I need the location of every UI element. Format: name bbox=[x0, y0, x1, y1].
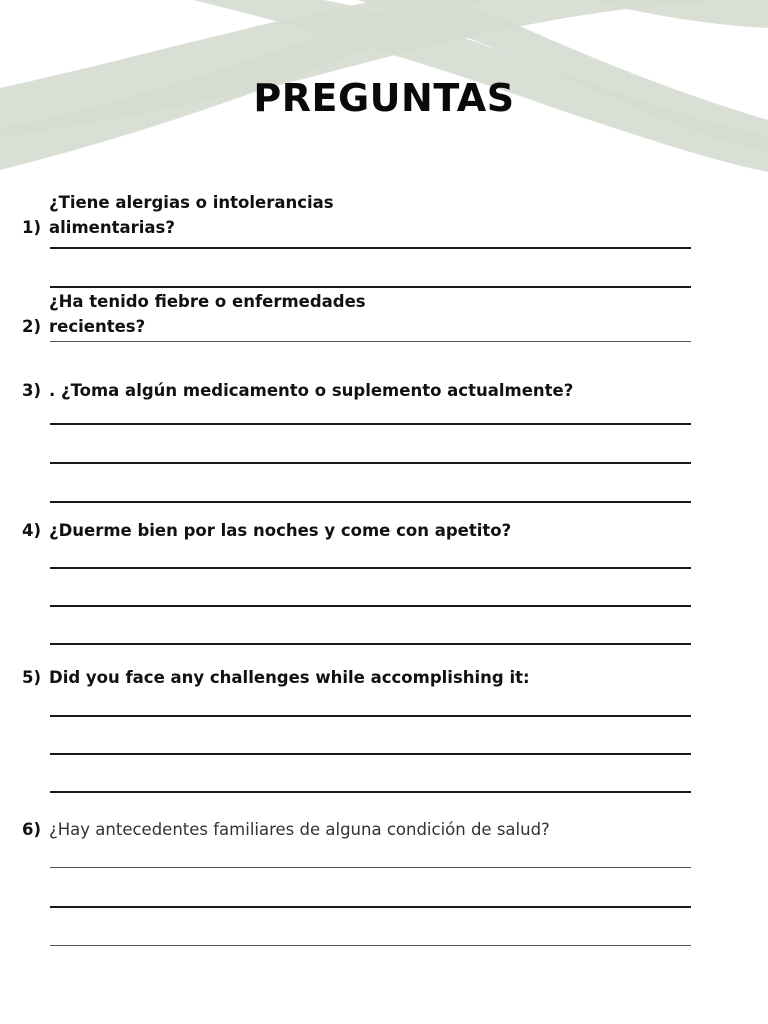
answer-line-3-2[interactable] bbox=[50, 462, 691, 464]
question-5-text: Did you face any challenges while accomplishing it: bbox=[49, 668, 530, 687]
question-2-number: 2) bbox=[22, 317, 42, 336]
answer-line-3-3[interactable] bbox=[50, 501, 691, 503]
question-4-text: ¿Duerme bien por las noches y come con apetito? bbox=[49, 521, 512, 540]
question-1-number: 1) bbox=[22, 218, 42, 237]
question-1-text-line2: alimentarias? bbox=[49, 218, 175, 237]
question-4-number: 4) bbox=[22, 521, 42, 540]
question-6-number: 6) bbox=[22, 820, 42, 839]
question-3-number: 3) bbox=[22, 381, 42, 400]
answer-line-6-2[interactable] bbox=[50, 906, 691, 908]
answer-line-5-2[interactable] bbox=[50, 753, 691, 755]
answer-line-4-1[interactable] bbox=[50, 567, 691, 569]
answer-line-4-3[interactable] bbox=[50, 643, 691, 645]
question-2-text-line2: recientes? bbox=[49, 317, 146, 336]
answer-line-4-2[interactable] bbox=[50, 605, 691, 607]
answer-line-5-1[interactable] bbox=[50, 715, 691, 717]
question-2-text-line1: ¿Ha tenido fiebre o enfermedades bbox=[49, 292, 366, 311]
page-title: PREGUNTAS bbox=[253, 76, 515, 120]
answer-line-5-3[interactable] bbox=[50, 791, 691, 793]
question-1-text-line1: ¿Tiene alergias o intolerancias bbox=[49, 193, 334, 212]
answer-line-3-1[interactable] bbox=[50, 423, 691, 425]
question-3-text: . ¿Toma algún medicamento o suplemento actualmente? bbox=[49, 381, 574, 400]
question-5-number: 5) bbox=[22, 668, 42, 687]
answer-line-1-1[interactable] bbox=[50, 247, 691, 249]
answer-line-6-1[interactable] bbox=[50, 867, 691, 868]
answer-line-1-2[interactable] bbox=[50, 286, 691, 288]
answer-line-6-3[interactable] bbox=[50, 945, 691, 946]
answer-line-2-1[interactable] bbox=[50, 341, 691, 342]
question-6-text: ¿Hay antecedentes familiares de alguna condición de salud? bbox=[49, 820, 550, 839]
